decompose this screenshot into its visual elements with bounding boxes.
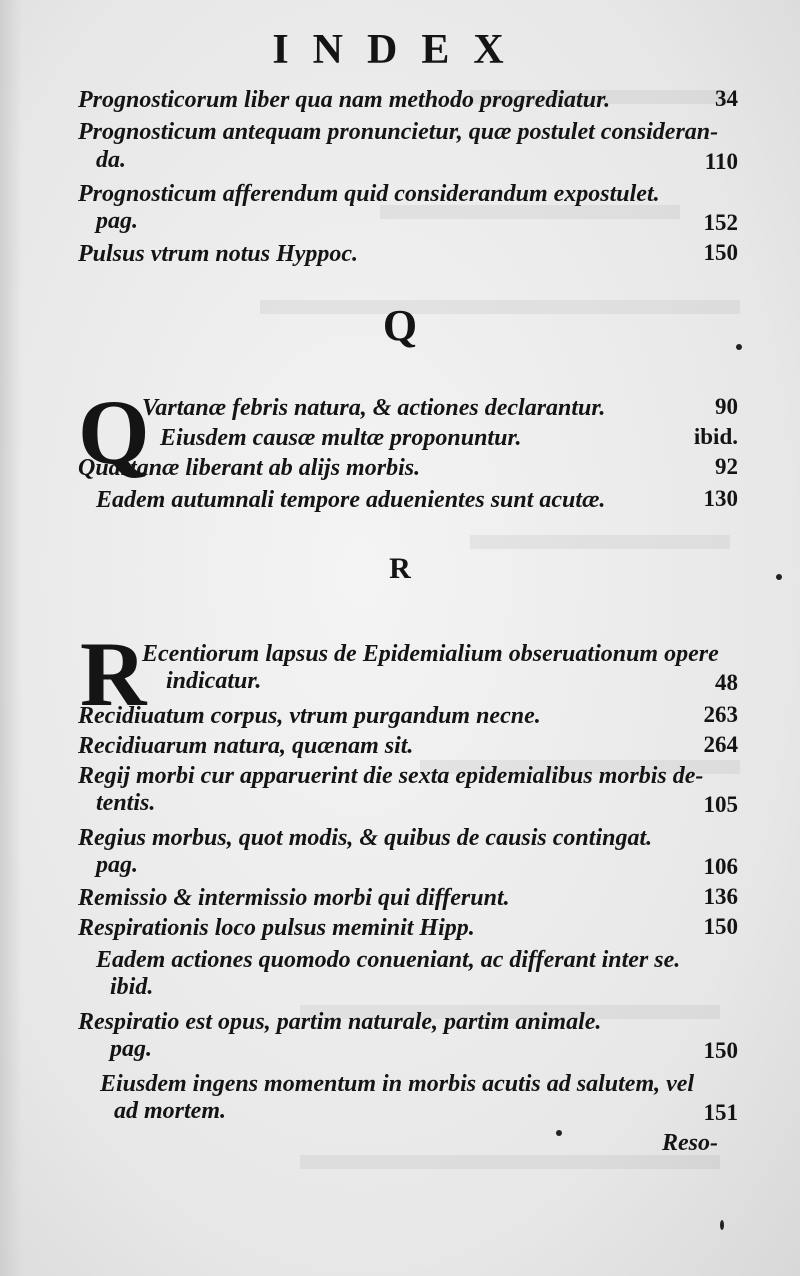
index-entry [78, 1006, 738, 1038]
index-entry [142, 392, 702, 424]
page-number: 48 [715, 670, 738, 695]
entry-text: Eiusdem ingens momentum in morbis acutis ad salutem, vel [100, 1071, 695, 1097]
index-entry [142, 638, 742, 670]
entry-text: Regius morbus, quot modis, & quibus de causis contingat. [78, 825, 653, 851]
index-entry [78, 912, 738, 944]
index-entry [78, 760, 738, 792]
page-number: 136 [703, 884, 738, 909]
entry-continuation: pag. [110, 1036, 152, 1062]
page-number: 264 [703, 732, 738, 757]
entry-text: Prognosticum afferendum quid considerandum expostulet. [78, 181, 660, 207]
page-spine-shadow [0, 0, 22, 1276]
entry-text: Pulsus vtrum notus Hyppoc. [78, 241, 359, 267]
index-entry [78, 238, 738, 270]
drop-cap-r: R [80, 623, 147, 725]
index-entry [78, 84, 738, 116]
entry-text: Eiusdem causæ multæ proponuntur. [160, 425, 522, 451]
entry-text: Regij morbi cur apparuerint die sexta epidemialibus morbis de- [78, 763, 704, 789]
page-number: 150 [703, 240, 738, 265]
page-number: 130 [703, 486, 738, 511]
entry-text: Eadem actiones quomodo conueniant, ac differant inter se. [96, 947, 681, 973]
entry-text: Ecentiorum lapsus de Epidemialium obseruationum opere [142, 641, 719, 667]
entry-continuation: indicatur. [166, 668, 262, 694]
index-entry [96, 944, 746, 976]
entry-text: Remissio & intermissio morbi qui differunt. [78, 885, 510, 911]
entry-continuation: pag. [96, 852, 138, 878]
page-number: 92 [715, 454, 738, 479]
page-number: 151 [703, 1100, 738, 1125]
section-heading-q: Q [382, 301, 418, 350]
index-entry [78, 730, 738, 762]
entry-continuation: tentis. [96, 790, 156, 816]
page-title: INDEX [272, 27, 528, 73]
page-number: 106 [703, 854, 738, 879]
entry-text: Prognosticum antequam pronuncietur, quæ postulet consideran- [78, 119, 719, 145]
entry-continuation: pag. [96, 208, 138, 234]
section-heading-r: R [389, 552, 411, 585]
page-number: 110 [704, 149, 738, 174]
index-entry [78, 882, 738, 914]
entry-text: Quartanæ liberant ab alijs morbis. [78, 455, 421, 481]
entry-text: Eadem autumnali tempore aduenientes sunt acutæ. [96, 487, 606, 513]
entry-continuation: ibid. [110, 974, 154, 1000]
index-entry [78, 178, 738, 210]
index-entry [78, 116, 738, 148]
index-entry [100, 1068, 750, 1100]
index-entry [160, 422, 700, 454]
page-number: 90 [715, 394, 738, 419]
page-number: ibid. [693, 424, 738, 449]
ink-speck [556, 1130, 562, 1136]
index-entry [78, 700, 738, 732]
entry-text: Vartanæ febris natura, & actiones declarantur. [142, 395, 606, 421]
entry-text: Respiratio est opus, partim naturale, partim animale. [78, 1009, 602, 1035]
catchword: Reso- [662, 1130, 718, 1156]
drop-cap-q: Q [78, 381, 150, 483]
entry-text: Prognosticorum liber qua nam methodo progrediatur. [78, 87, 611, 113]
entry-text: Recidiuatum corpus, vtrum purgandum necne. [78, 703, 541, 729]
page-number: 150 [703, 914, 738, 939]
page-number: 34 [715, 86, 738, 111]
entry-text: Recidiuarum natura, quænam sit. [78, 733, 414, 759]
ink-speck [720, 1220, 724, 1230]
page-number: 150 [703, 1038, 738, 1063]
page-number: 263 [703, 702, 738, 727]
page-number: 105 [703, 792, 738, 817]
entry-continuation: ad mortem. [114, 1098, 226, 1124]
entry-continuation: da. [96, 147, 126, 173]
index-entry [96, 484, 756, 516]
ink-speck [736, 344, 742, 350]
index-entry [78, 822, 738, 854]
index-entry [78, 452, 738, 484]
ink-speck [776, 574, 782, 580]
page-number: 152 [703, 210, 738, 235]
entry-text: Respirationis loco pulsus meminit Hipp. [78, 915, 475, 941]
